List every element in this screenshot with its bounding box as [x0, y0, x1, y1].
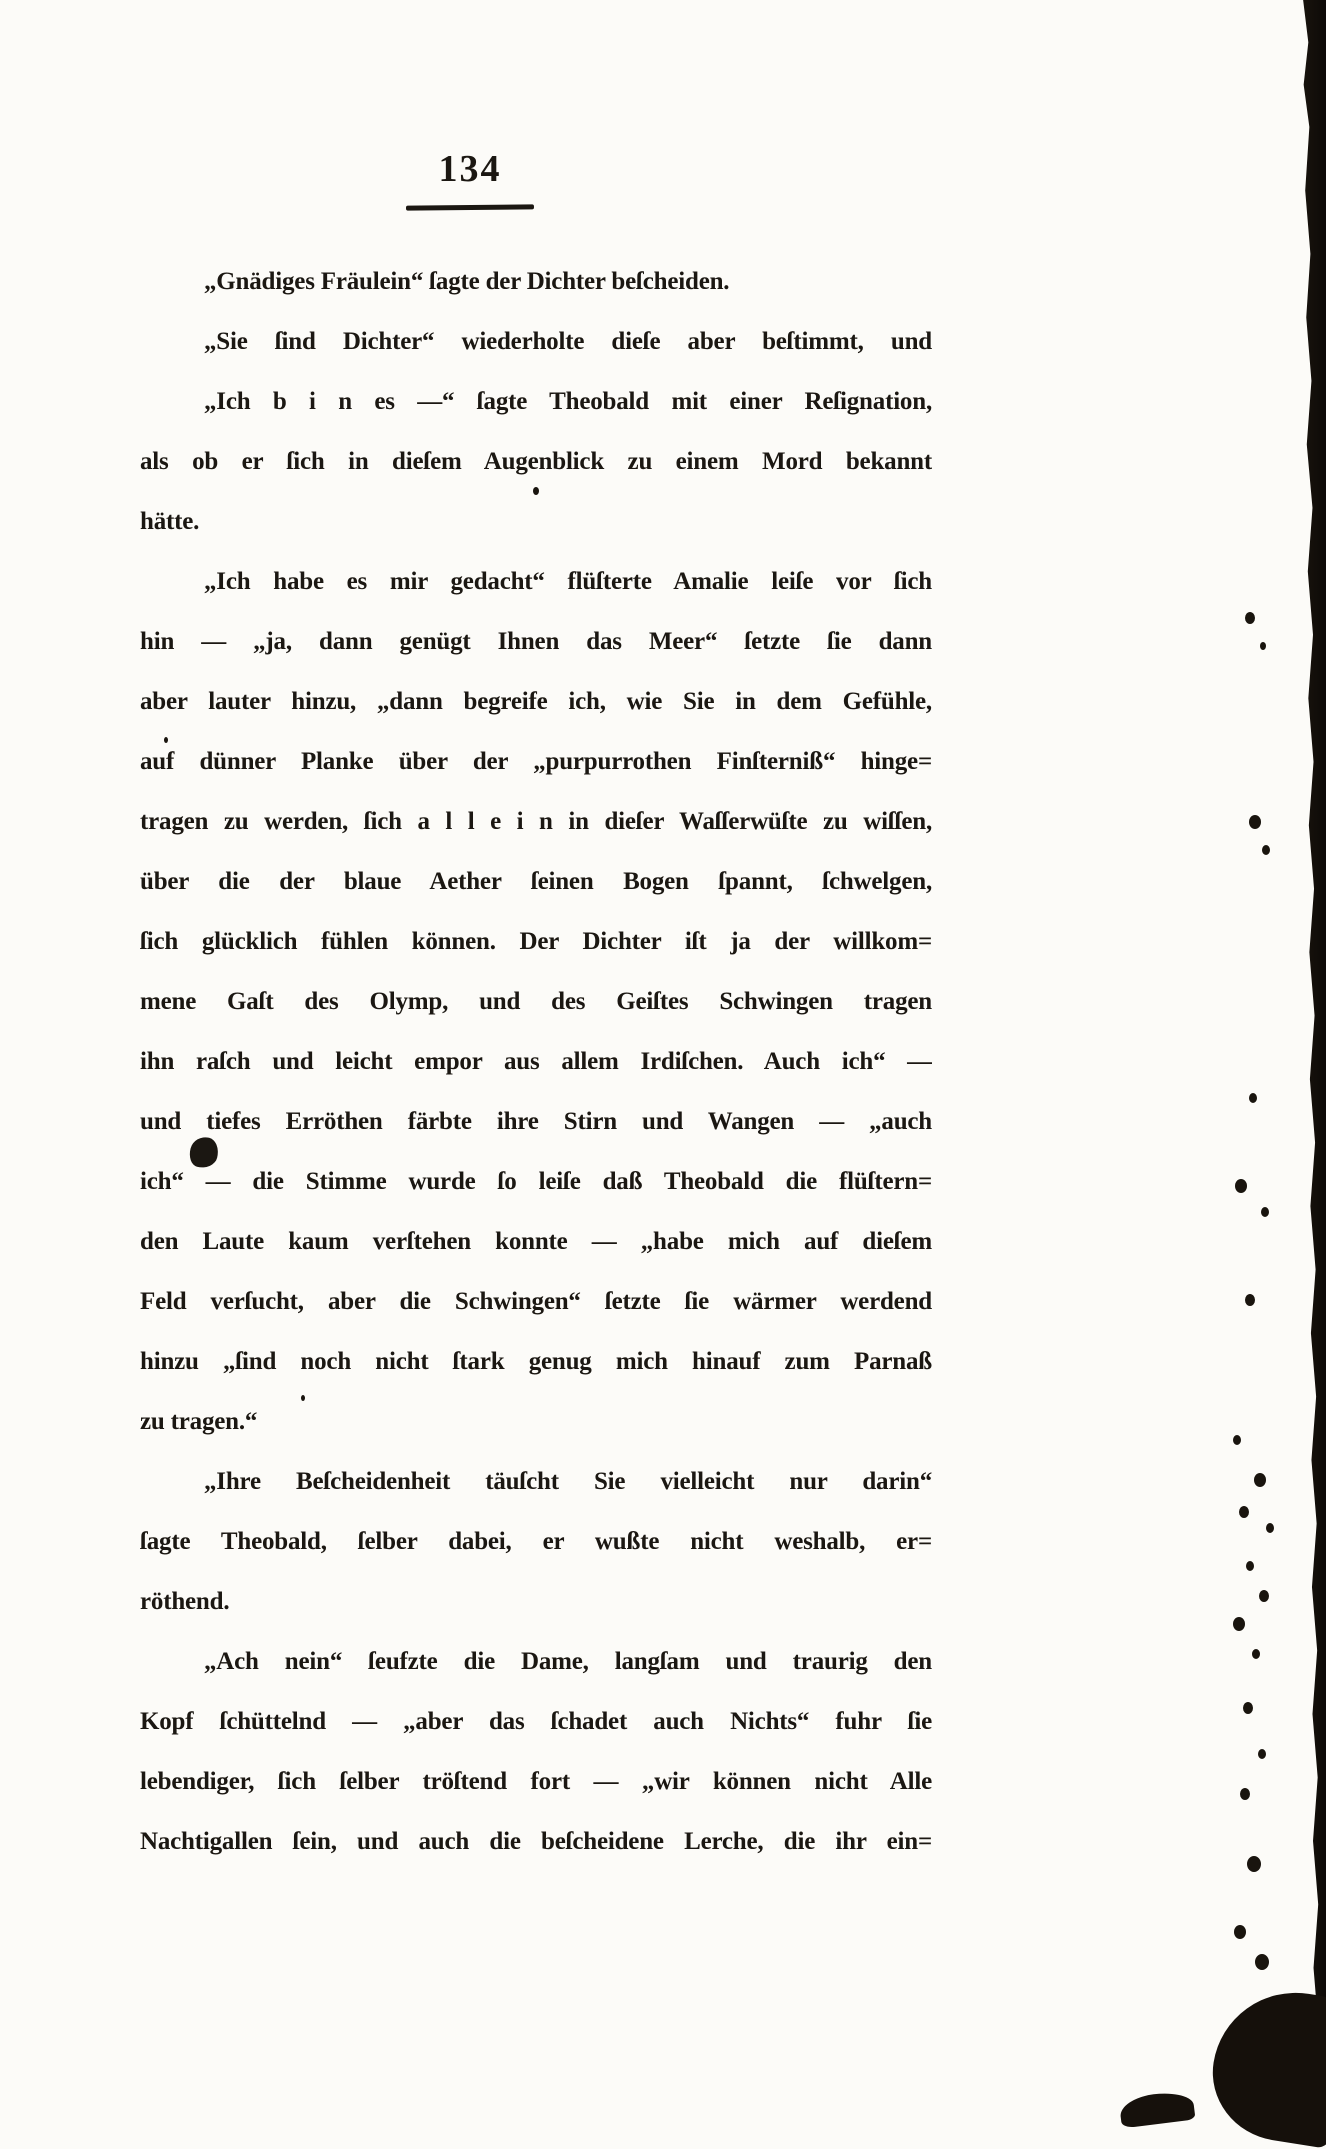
text-line: „Ihre Beſcheidenheit täuſcht Sie vielleicht nur darin“	[204, 1468, 932, 1495]
text-line: tragen zu werden, ſich a l l e i n in dieſer Waſſerwüſte zu wiſſen,	[140, 808, 932, 835]
text-line: lebendiger, ſich ſelber tröſtend fort — „wir können nicht Alle	[140, 1768, 932, 1795]
corner-smudge-artifact-small	[1118, 2090, 1195, 2129]
text-line: „Ich habe es mir gedacht“ flüſterte Amalie leiſe vor ſich	[204, 568, 932, 595]
text-line: hin — „ja, dann genügt Ihnen das Meer“ ſetzte ſie dann	[140, 628, 932, 655]
text-line: „Sie ſind Dichter“ wiederholte dieſe aber beſtimmt, und	[204, 328, 932, 355]
text-line: ſich glücklich fühlen können. Der Dichter iſt ja der willkom=	[140, 928, 932, 955]
text-line: hinzu „ſind noch nicht ſtark genug mich hinauf zum Parnaß	[140, 1348, 932, 1375]
text-line: und tiefes Erröthen färbte ihre Stirn und Wangen — „auch	[140, 1108, 932, 1135]
text-block	[140, 252, 932, 1872]
text-line: ſagte Theobald, ſelber dabei, er wußte nicht weshalb, er=	[140, 1528, 932, 1555]
text-line: Feld verſucht, aber die Schwingen“ ſetzte ſie wärmer werdend	[140, 1288, 932, 1315]
text-line: den Laute kaum verſtehen konnte — „habe mich auf dieſem	[140, 1228, 932, 1255]
text-line: Nachtigallen ſein, und auch die beſcheidene Lerche, die ihr ein=	[140, 1828, 932, 1855]
text-line: „Ich b i n es —“ ſagte Theobald mit einer Reſignation,	[204, 388, 932, 415]
text-line: röthend.	[140, 1588, 230, 1615]
scan-speck-artifacts	[0, 0, 6, 8]
header-rule	[406, 204, 534, 210]
text-line: als ob er ſich in dieſem Augenblick zu einem Mord bekannt	[140, 448, 932, 475]
text-line: ihn raſch und leicht empor aus allem Irdiſchen. Auch ich“ —	[140, 1048, 932, 1075]
corner-smudge-artifact	[1203, 1981, 1326, 2149]
text-line: „Ach nein“ ſeufzte die Dame, langſam und traurig den	[204, 1648, 932, 1675]
text-line: auf dünner Planke über der „purpurrothen Finſterniß“ hinge=	[140, 748, 932, 775]
text-line: mene Gaſt des Olymp, und des Geiſtes Schwingen tragen	[140, 988, 932, 1015]
text-line: zu tragen.“	[140, 1408, 258, 1435]
page-number: 134	[438, 148, 502, 190]
text-line: hätte.	[140, 508, 200, 535]
text-line: Kopf ſchüttelnd — „aber das ſchadet auch Nichts“ fuhr ſie	[140, 1708, 932, 1735]
text-line: ich“ — die Stimme wurde ſo leiſe daß Theobald die flüſtern=	[140, 1168, 932, 1195]
text-line: „Gnädiges Fräulein“ ſagte der Dichter beſcheiden.	[204, 268, 730, 295]
text-line: aber lauter hinzu, „dann begreife ich, wie Sie in dem Gefühle,	[140, 688, 932, 715]
text-line: über die der blaue Aether ſeinen Bogen ſpannt, ſchwelgen,	[140, 868, 932, 895]
scan-edge-artifact	[1274, 0, 1326, 2116]
